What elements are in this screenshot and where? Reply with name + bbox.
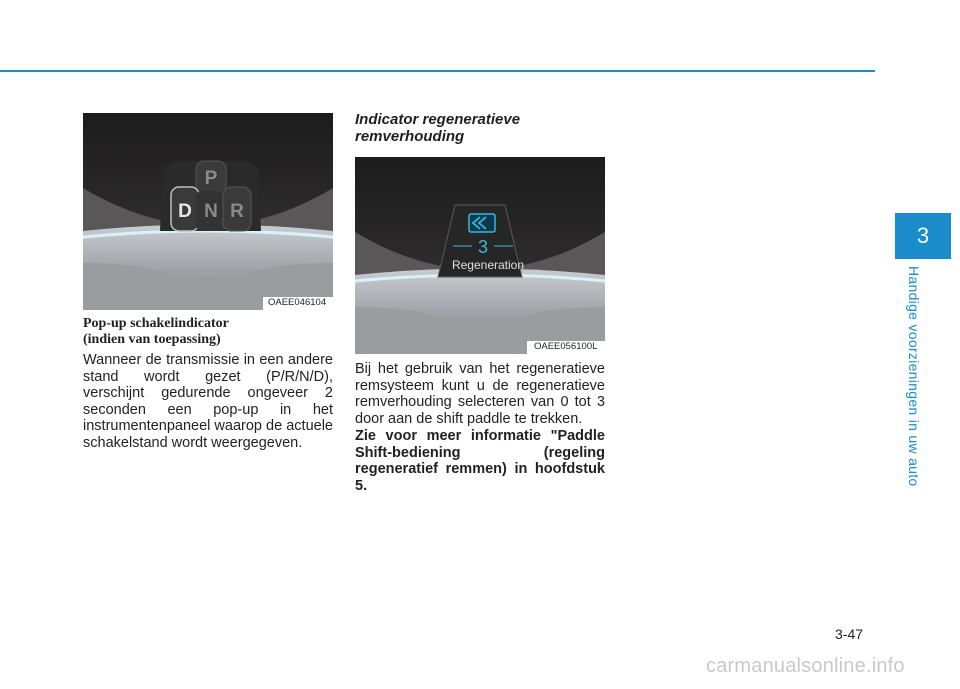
gear-indicator-figure xyxy=(83,113,333,310)
gear-indicator-illustration xyxy=(83,113,333,310)
watermark: carmanualsonline.info xyxy=(706,655,905,677)
regeneration-label: Regeneration xyxy=(451,258,525,272)
left-heading-line2: (indien van toepassing) xyxy=(83,332,221,347)
right-heading-line2: remverhouding xyxy=(355,128,465,145)
chapter-side-title xyxy=(902,266,922,487)
left-heading-line1: Pop-up schakelindicator xyxy=(83,316,229,331)
gear-p-label: P xyxy=(204,168,218,189)
regeneration-level: 3 xyxy=(477,237,489,257)
right-paragraph-1: Bij het gebruik van het regeneratieve remsysteem kunt u de regeneratieve remverhouding selecteren van 0 tot 3 door aan de shift paddle te trekken. xyxy=(355,361,605,427)
regeneration-icon xyxy=(469,214,495,232)
left-paragraph: Wanneer de transmissie in een andere stand wordt gezet (P/R/N/D), verschijnt gedurende ongeveer 2 seconden een pop-up in het instrumentenpaneel waarop de actuele schakelstand wordt weergegeven. xyxy=(83,352,333,451)
chapter-tab xyxy=(895,213,951,259)
page-number: 3-47 xyxy=(835,626,864,642)
chapter-title: Handige voorzieningen in uw auto xyxy=(906,266,922,487)
right-paragraph-2: Zie voor meer informatie "Paddle Shift-bediening (regeling regeneratief remmen) in hoofdstuk 5. xyxy=(355,428,605,494)
regeneration-illustration xyxy=(355,157,605,354)
chapter-number: 3 xyxy=(916,223,930,248)
header-rule xyxy=(0,70,875,72)
right-heading-line1: Indicator regeneratieve xyxy=(355,111,521,128)
gear-r-label: R xyxy=(230,201,244,222)
right-figure-code: OAEE056100L xyxy=(534,341,598,352)
left-figure-code: OAEE046104 xyxy=(268,297,327,308)
gear-n-label: N xyxy=(204,201,218,222)
regeneration-figure xyxy=(355,157,605,354)
gear-d-label: D xyxy=(178,201,192,222)
